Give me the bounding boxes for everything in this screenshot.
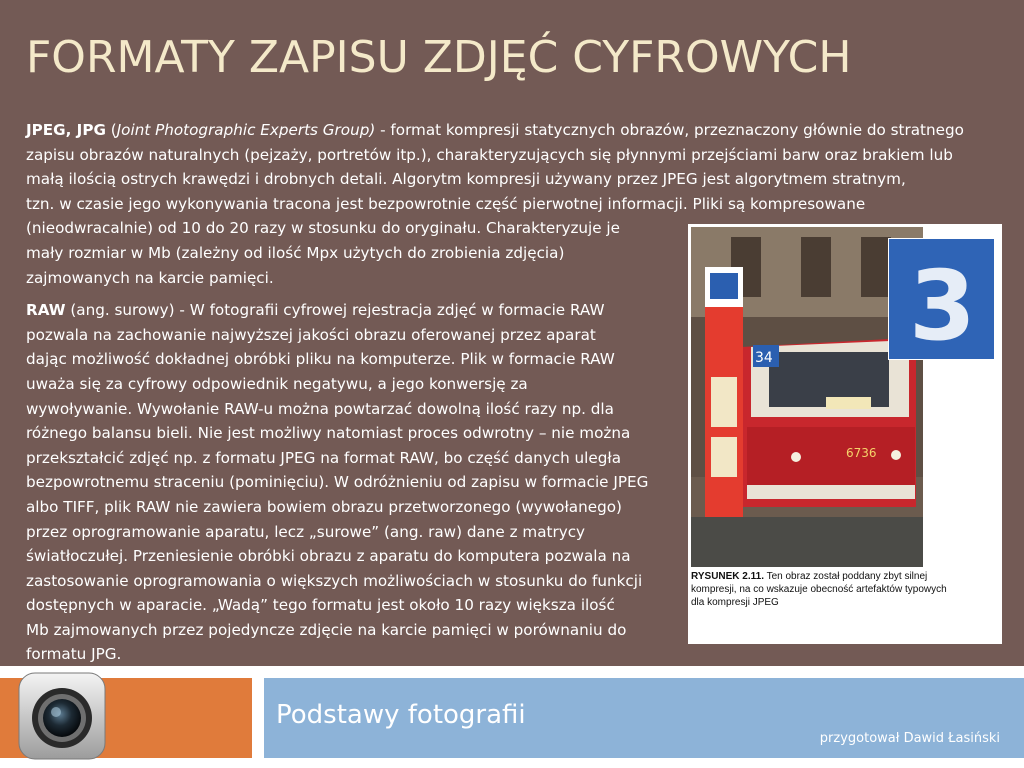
- inset-digit: 3: [909, 250, 976, 359]
- raw-line-1: pozwala na zachowanie najwyższej jakości obrazu oferowanej przez aparat: [26, 325, 596, 344]
- raw-line-11: zastosowanie oprogramowania o większych możliwościach w stosunku do funkcji: [26, 571, 643, 590]
- raw-line-9: przez oprogramowanie aparatu, lecz „surowe” (ang. raw) dane z matrycy: [26, 522, 586, 541]
- raw-line-10: światłoczułej. Przeniesienie obróbki obrazu z aparatu do komputera pozwala na: [26, 547, 631, 566]
- caption-first-line: [691, 570, 999, 583]
- jpeg-line-0: - format kompresji statycznych obrazów, przeznaczony głównie do stratnego: [375, 121, 964, 139]
- raw-line-7: bezpowrotnemu straceniu (pominięciu). W odróżnieniu od zapisu w formacie JPEG: [26, 473, 649, 492]
- jpeg-open-paren: (: [105, 121, 117, 139]
- raw-term: RAW: [26, 301, 66, 320]
- jpeg-expansion: Joint Photographic Experts Group): [116, 121, 376, 139]
- raw-line-6: przekształcić zdjęć np. z formatu JPEG na format RAW, bo część danych uległa: [26, 448, 621, 467]
- raw-line-4: wywoływanie. Wywołanie RAW-u można powtarzać dowolną ilość razy np. dla: [26, 399, 614, 418]
- figure-label: RYSUNEK 2.11.: [691, 571, 764, 582]
- caption-line-2: dla kompresji JPEG: [691, 597, 779, 608]
- raw-line-0: (ang. surowy) - W fotografii cyfrowej rejestracja zdjęć w formacie RAW: [65, 301, 605, 320]
- jpeg-line-4: (nieodwracalnie) od 10 do 20 razy w stosunku do oryginału. Charakteryzuje je: [26, 219, 620, 238]
- artifact-inset: [888, 238, 995, 360]
- raw-line-12: dostępnych w aparacie. „Wadą” tego formatu jest około 10 razy większa ilość: [26, 596, 615, 615]
- figure-caption: [691, 570, 999, 609]
- slide-title: FORMATY ZAPISU ZDJĘĆ CYFROWYCH: [26, 32, 852, 83]
- raw-line-8: albo TIFF, plik RAW nie zawiera bowiem obrazu przetworzonego (wywołanego): [26, 497, 622, 516]
- raw-line-5: różnego balansu bieli. Nie jest możliwy natomiast proces odwrotny – nie można: [26, 424, 631, 443]
- raw-line-3: uważa się za cyfrowy odpowiednik negatywu, a jego konwersję za: [26, 374, 528, 393]
- jpeg-line-6: zajmowanych na karcie pamięci.: [26, 268, 274, 287]
- jpeg-line-5: mały rozmiar w Mb (zależny od ilość Mpx użytych do zrobienia zdjęcia): [26, 243, 565, 262]
- footer-subtitle: Podstawy fotografii: [276, 700, 526, 730]
- jpeg-first-line: [26, 118, 1021, 143]
- tram-figure: [688, 224, 1002, 644]
- inset-illustration: [889, 239, 994, 359]
- jpeg-line-2: małą ilością ostrych krawędzi i drobnych detali. Algorytm kompresji używany przez JPEG jest algorytmem stratnym,: [26, 170, 906, 189]
- caption-line-1: kompresji, na co wskazuje obecność artefaktów typowych: [691, 584, 947, 595]
- caption-line-0: Ten obraz został poddany zbyt silnej: [764, 571, 928, 582]
- jpeg-line-3: tzn. w czasie jego wykonywania tracona jest bezpowrotnie część pierwotnej informacji. Pliki są kompresowane: [26, 194, 866, 213]
- jpeg-line-1: zapisu obrazów naturalnych (pejzaży, portretów itp.), charakteryzujących się płynnymi przejściami barw oraz brakiem lub: [26, 145, 953, 164]
- raw-line-13: Mb zajmowanych przez pojedyncze zdjęcie na karcie pamięci w porównaniu do: [26, 620, 627, 639]
- footer-author: przygotował Dawid Łasiński: [819, 731, 1000, 746]
- tram-number: 6736: [846, 446, 877, 460]
- jpeg-term: JPEG, JPG: [26, 121, 106, 139]
- route-number: 34: [755, 350, 773, 366]
- raw-line-14: formatu JPG.: [26, 645, 122, 664]
- camera-icon: [16, 670, 108, 762]
- raw-line-2: dając możliwość dokładnej obróbki pliku na komputerze. Plik w formacie RAW: [26, 350, 615, 369]
